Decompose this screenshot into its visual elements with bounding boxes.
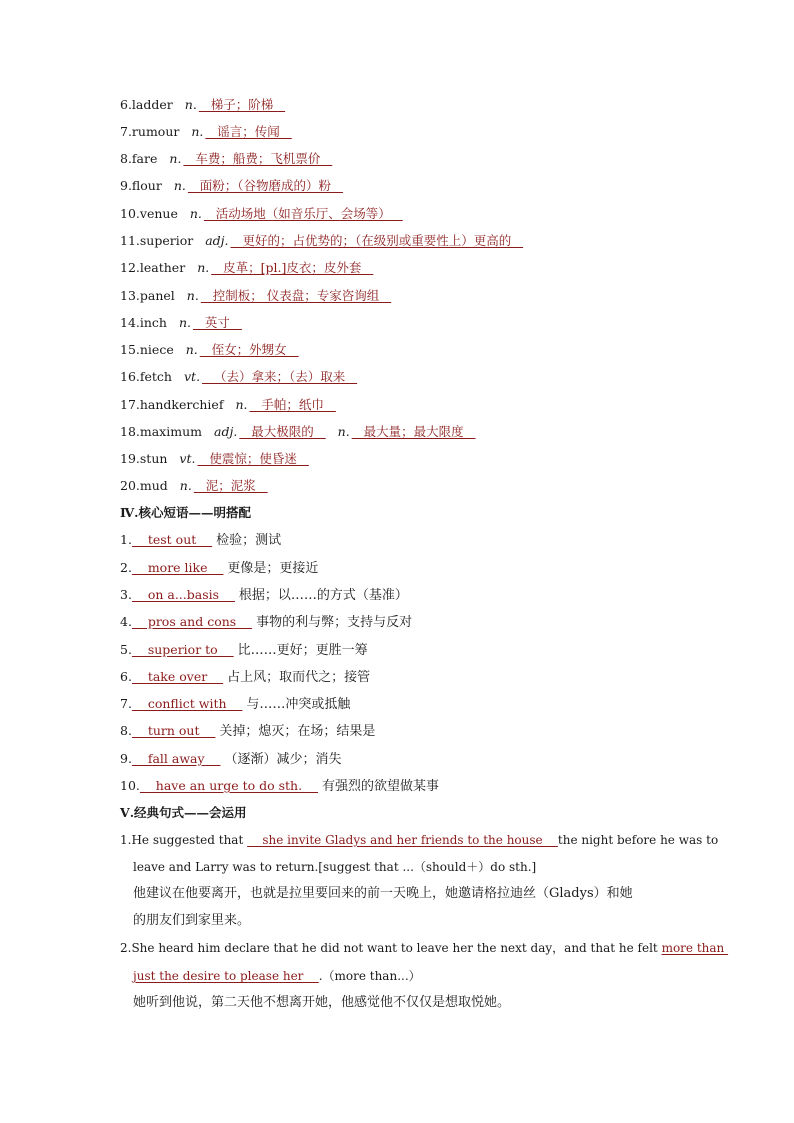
part-of-speech: n. <box>337 424 350 439</box>
phrase-meaning: 与……冲突或抵触 <box>246 697 351 712</box>
phrase-row <box>120 612 412 632</box>
vocab-word: 19.stun <box>120 451 168 466</box>
vocab-row <box>120 286 391 306</box>
part-of-speech: n. <box>189 206 202 221</box>
translation-line: 她听到他说，第二天他不想离开她，他感觉他不仅仅是想取悦她。 <box>133 995 511 1010</box>
vocab-word: 13.panel <box>120 288 175 303</box>
phrase-meaning: 有强烈的欲望做某事 <box>321 779 439 794</box>
phrase-meaning: 比……更好；更胜一筹 <box>237 643 368 658</box>
answer-text: 面粉；（谷物磨成的）粉 <box>187 178 343 193</box>
answer-text: just the desire to please her <box>133 969 319 983</box>
answer-text: fall away <box>131 751 221 766</box>
part-of-speech: adj. <box>214 424 238 439</box>
vocab-row <box>120 422 476 442</box>
vocab-word: 14.inch <box>120 315 167 330</box>
phrase-meaning: 更像是；更接近 <box>227 561 319 576</box>
vocab-word: 7.rumour <box>120 124 180 139</box>
answer-text: 使震惊；使昏迷 <box>197 451 309 466</box>
vocab-row <box>120 149 332 169</box>
vocab-word: 10.venue <box>120 206 178 221</box>
vocab-word: 20.mud <box>120 478 168 493</box>
vocab-word: 15.niece <box>120 342 174 357</box>
phrase-number: 5. <box>120 642 132 657</box>
vocab-word: 11.superior <box>120 233 194 248</box>
sentence-text: 2.She heard him declare that he did not want to leave her the next day，and that he felt <box>120 941 662 955</box>
part-of-speech: vt. <box>179 451 196 466</box>
phrase-row <box>120 776 439 796</box>
sentence-text: the night before he was to <box>557 833 719 847</box>
phrase-meaning: 检验；测试 <box>216 533 282 548</box>
phrase-number: 2. <box>120 560 132 575</box>
phrase-number: 8. <box>120 723 132 738</box>
sentence-line <box>120 830 718 850</box>
vocab-row <box>120 231 523 251</box>
vocab-row <box>120 395 336 415</box>
answer-text: on a...basis <box>131 587 235 602</box>
part-of-speech: adj. <box>205 233 229 248</box>
part-of-speech: n. <box>185 342 198 357</box>
answer-text: 车费；船费；飞机票价 <box>183 151 333 166</box>
phrase-meaning: （逐渐）减少；消失 <box>224 752 342 767</box>
vocab-word: 8.fare <box>120 151 158 166</box>
vocab-word: 9.flour <box>120 178 162 193</box>
vocab-row <box>120 340 299 360</box>
answer-text: （去）拿来；（去）取来 <box>202 369 358 384</box>
answer-text: more than <box>661 941 729 955</box>
vocab-row <box>120 176 343 196</box>
answer-text: 手帕；纸巾 <box>249 397 336 412</box>
part-of-speech: n. <box>178 315 192 330</box>
section-heading: Ⅳ.核心短语——明搭配 <box>120 505 252 520</box>
answer-text: 最大极限的 <box>239 424 326 439</box>
answer-text: turn out <box>131 723 216 738</box>
vocab-row <box>120 367 357 387</box>
part-of-speech: vt. <box>183 369 201 384</box>
answer-text: take over <box>131 669 224 684</box>
translation-line: 他建议在他要离开，也就是拉里要回来的前一天晚上，她邀请格拉迪丝（Gladys）和她 <box>133 886 633 901</box>
phrase-number: 6. <box>120 669 132 684</box>
vocab-word: 6.ladder <box>120 97 173 112</box>
phrase-number: 9. <box>120 751 132 766</box>
sentence-text: 1.He suggested that <box>120 833 248 847</box>
translation-line: 的朋友们到家里来。 <box>133 913 251 928</box>
part-of-speech: n. <box>184 97 197 112</box>
phrase-number: 4. <box>120 614 132 629</box>
answer-text: 皮革；[pl.]皮衣；皮外套 <box>211 260 374 275</box>
phrase-number: 3. <box>120 587 132 602</box>
phrase-row <box>120 640 368 660</box>
phrase-row <box>120 585 408 605</box>
part-of-speech: n. <box>169 151 182 166</box>
phrase-number: 7. <box>120 696 132 711</box>
answer-text: 泥；泥浆 <box>193 478 268 493</box>
vocab-word: 12.leather <box>120 260 186 275</box>
phrase-number: 1. <box>120 532 132 547</box>
phrase-meaning: 事物的利与弊；支持与反对 <box>256 615 413 630</box>
answer-text: 英寸 <box>193 315 242 330</box>
phrase-meaning: 占上风；取而代之；接管 <box>227 670 371 685</box>
phrase-row <box>120 721 375 741</box>
sentence-line <box>133 966 421 986</box>
phrase-meaning: 关掉；熄灭；在场；结果是 <box>219 724 376 739</box>
vocab-word: 16.fetch <box>120 369 172 384</box>
answer-text: 活动场地（如音乐厅、会场等） <box>203 206 403 221</box>
answer-text: more like <box>131 560 224 575</box>
answer-text: superior to <box>131 642 234 657</box>
answer-text: pros and cons <box>131 614 253 629</box>
part-of-speech: n. <box>179 478 192 493</box>
vocab-row <box>120 95 285 115</box>
vocab-row <box>120 449 309 469</box>
vocab-row <box>120 313 242 333</box>
vocab-word: 17.handkerchief <box>120 397 224 412</box>
answer-text: test out <box>131 532 213 547</box>
sentence-line <box>120 938 728 958</box>
answer-text: conflict with <box>131 696 243 711</box>
vocab-row <box>120 204 403 224</box>
sentence-text: .（more than...） <box>318 969 421 983</box>
answer-text: 梯子；阶梯 <box>198 97 286 112</box>
phrase-row <box>120 749 341 769</box>
vocab-row <box>120 122 292 142</box>
answer-text: 更好的；占优势的；（在级别或重要性上）更高的 <box>230 233 524 248</box>
answer-text: 控制板； 仪表盘；专家咨询组 <box>200 288 392 303</box>
answer-text: 最大量；最大限度 <box>351 424 476 439</box>
vocab-word: 18.maximum <box>120 424 202 439</box>
vocab-row <box>120 476 268 496</box>
vocab-row <box>120 258 373 278</box>
answer-text: 侄女；外甥女 <box>199 342 299 357</box>
answer-text: she invite Gladys and her friends to the house <box>247 833 558 847</box>
part-of-speech: n. <box>235 397 248 412</box>
phrase-row <box>120 694 350 714</box>
phrase-row <box>120 558 318 578</box>
sentence-line: leave and Larry was to return.[suggest that ...（should＋）do sth.] <box>133 860 537 874</box>
answer-text: have an urge to do sth. <box>139 778 318 793</box>
answer-text: 谣言；传闻 <box>205 124 292 139</box>
phrase-number: 10. <box>120 778 140 793</box>
part-of-speech: n. <box>173 178 186 193</box>
part-of-speech: n. <box>191 124 204 139</box>
part-of-speech: n. <box>186 288 199 303</box>
phrase-row <box>120 530 281 550</box>
part-of-speech: n. <box>197 260 210 275</box>
section-heading: Ⅴ.经典句式——会运用 <box>120 805 247 820</box>
phrase-row <box>120 667 370 687</box>
phrase-meaning: 根据；以……的方式（基准） <box>238 588 408 603</box>
